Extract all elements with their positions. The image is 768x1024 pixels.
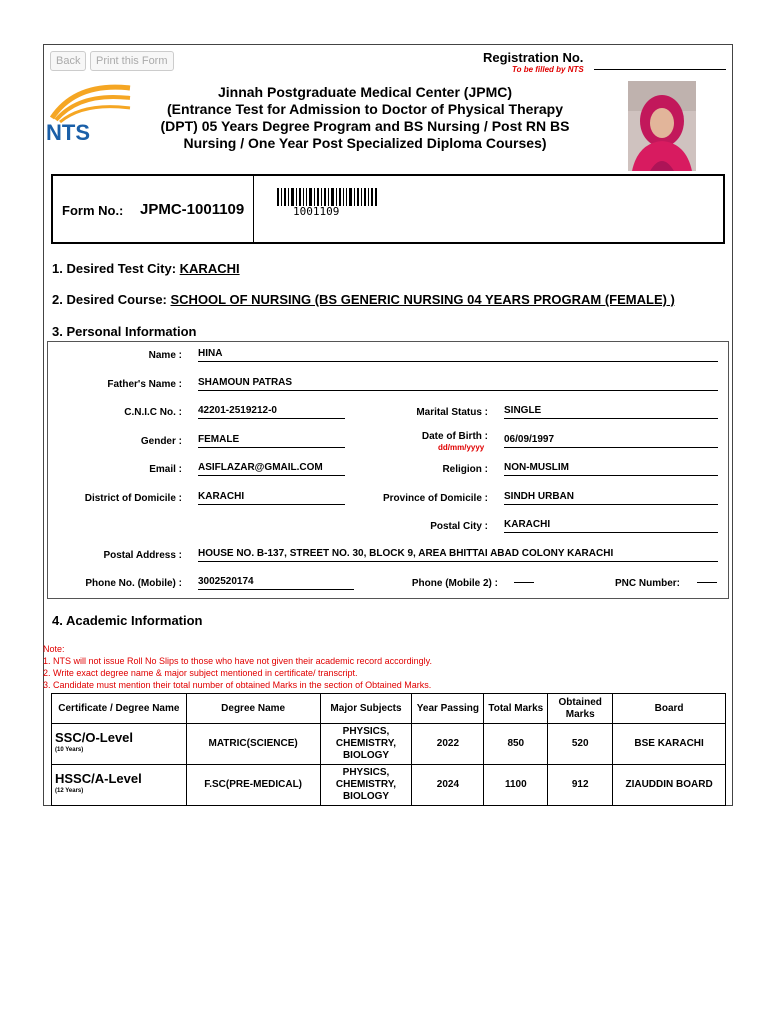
cnic-label: C.N.I.C No. : bbox=[124, 407, 182, 418]
year-passing-cell: 2022 bbox=[412, 724, 484, 765]
form-number-value: JPMC-1001109 bbox=[140, 201, 245, 218]
gender-label: Gender : bbox=[140, 436, 182, 447]
back-button[interactable]: Back bbox=[50, 51, 86, 71]
header-line-3: (DPT) 05 Years Degree Program and BS Nursing / Post RN BS bbox=[160, 118, 570, 134]
province-domicile-value: SINDH URBAN bbox=[504, 491, 718, 505]
form-number-label: Form No.: bbox=[62, 203, 124, 218]
personal-info-title: 3. Personal Information bbox=[52, 324, 197, 339]
name-value: HINA bbox=[198, 348, 718, 362]
phone-mobile2-value: —— bbox=[514, 577, 534, 588]
marital-status-label: Marital Status : bbox=[416, 407, 488, 418]
major-subjects-cell: PHYSICS, CHEMISTRY, BIOLOGY bbox=[320, 765, 412, 806]
gender-value: FEMALE bbox=[198, 434, 345, 448]
degree-name-cell: MATRIC(SCIENCE) bbox=[186, 724, 320, 765]
certificate-years: (12 Years) bbox=[55, 788, 84, 794]
table-row bbox=[52, 724, 726, 765]
degree-name-cell: F.SC(PRE-MEDICAL) bbox=[186, 765, 320, 806]
print-form-button[interactable]: Print this Form bbox=[90, 51, 174, 71]
academic-notes bbox=[43, 643, 432, 691]
major-subjects-cell: PHYSICS, CHEMISTRY, BIOLOGY bbox=[320, 724, 412, 765]
column-header: Total Marks bbox=[484, 694, 548, 724]
total-marks-cell: 850 bbox=[484, 724, 548, 765]
logo-text: NTS bbox=[46, 120, 90, 145]
pnc-number-value: —— bbox=[697, 577, 717, 588]
obtained-marks-cell: 912 bbox=[548, 765, 613, 806]
postal-city-label: Postal City : bbox=[430, 521, 488, 532]
email-label: Email : bbox=[149, 464, 182, 475]
barcode-number: 1001109 bbox=[293, 205, 340, 218]
obtained-marks-cell: 520 bbox=[548, 724, 613, 765]
certificate-years: (10 Years) bbox=[55, 747, 84, 753]
board-cell: ZIAUDDIN BOARD bbox=[613, 765, 726, 806]
academic-table bbox=[51, 693, 726, 806]
certificate-cell bbox=[52, 765, 187, 806]
pnc-number-label: PNC Number: bbox=[614, 578, 680, 589]
academic-info-title: 4. Academic Information bbox=[52, 613, 203, 628]
board-cell: BSE KARACHI bbox=[613, 724, 726, 765]
certificate-name: SSC/O-Level bbox=[55, 730, 134, 745]
form-number-box bbox=[51, 174, 725, 244]
table-header-row bbox=[52, 694, 726, 724]
column-header: Major Subjects bbox=[320, 694, 412, 724]
year-passing-cell: 2024 bbox=[412, 765, 484, 806]
desired-course bbox=[52, 292, 675, 307]
header-line-4: Nursing / One Year Post Specialized Diploma Courses) bbox=[183, 135, 547, 151]
header-line-1: Jinnah Postgraduate Medical Center (JPMC) bbox=[217, 84, 513, 100]
note-heading: Note: bbox=[43, 644, 65, 654]
cnic-value: 42201-2519212-0 bbox=[198, 405, 345, 419]
district-domicile-label: District of Domicile : bbox=[84, 493, 182, 504]
column-header: Board bbox=[613, 694, 726, 724]
column-header: Degree Name bbox=[186, 694, 320, 724]
header-title bbox=[140, 84, 590, 152]
district-domicile-value: KARACHI bbox=[198, 491, 345, 505]
religion-value: NON-MUSLIM bbox=[504, 462, 718, 476]
dob-value: 06/09/1997 bbox=[504, 434, 718, 448]
barcode-icon bbox=[277, 188, 377, 206]
certificate-name: HSSC/A-Level bbox=[55, 771, 142, 786]
dob-format-hint: dd/mm/yyyy bbox=[438, 443, 485, 452]
province-domicile-label: Province of Domicile : bbox=[382, 493, 488, 504]
name-label: Name : bbox=[148, 350, 182, 361]
note-item: 2. Write exact degree name & major subject mentioned in certificate/ transcript. bbox=[43, 668, 358, 678]
note-item: 1. NTS will not issue Roll No Slips to those who have not given their academic record accordingly. bbox=[43, 656, 433, 666]
note-item: 3. Candidate must mention their total number of obtained Marks in the section of Obtained Marks. bbox=[43, 680, 432, 690]
phone-mobile-value: 3002520174 bbox=[198, 576, 354, 590]
phone-mobile2-label: Phone (Mobile 2) : bbox=[411, 578, 498, 589]
marital-status-value: SINGLE bbox=[504, 405, 718, 419]
desired-course-label: 2. Desired Course: bbox=[52, 292, 167, 307]
religion-label: Religion : bbox=[442, 464, 488, 475]
column-header: Obtained Marks bbox=[548, 694, 613, 724]
postal-city-value: KARACHI bbox=[504, 519, 718, 533]
desired-test-city-value: KARACHI bbox=[179, 261, 240, 276]
registration-note: To be filled by NTS bbox=[512, 65, 584, 74]
father-name-label: Father's Name : bbox=[107, 379, 182, 390]
dob-label: Date of Birth : bbox=[421, 431, 488, 442]
desired-test-city bbox=[52, 261, 240, 276]
form-box-divider bbox=[253, 176, 254, 242]
phone-mobile-label: Phone No. (Mobile) : bbox=[85, 578, 182, 589]
column-header: Certificate / Degree Name bbox=[52, 694, 187, 724]
registration-label: Registration No. bbox=[483, 50, 584, 65]
desired-course-value: SCHOOL OF NURSING (BS GENERIC NURSING 04 YEARS PROGRAM (FEMALE) ) bbox=[170, 292, 675, 307]
nts-logo bbox=[46, 80, 132, 146]
father-name-value: SHAMOUN PATRAS bbox=[198, 377, 718, 391]
total-marks-cell: 1100 bbox=[484, 765, 548, 806]
postal-address-label: Postal Address : bbox=[103, 550, 182, 561]
applicant-photo bbox=[628, 81, 696, 171]
email-value: ASIFLAZAR@GMAIL.COM bbox=[198, 462, 345, 476]
desired-test-city-label: 1. Desired Test City: bbox=[52, 261, 177, 276]
certificate-cell bbox=[52, 724, 187, 765]
column-header: Year Passing bbox=[412, 694, 484, 724]
table-row bbox=[52, 765, 726, 806]
postal-address-value: HOUSE NO. B-137, STREET NO. 30, BLOCK 9, AREA BHITTAI ABAD COLONY KARACHI bbox=[198, 548, 718, 562]
registration-line bbox=[594, 69, 726, 70]
header-line-2: (Entrance Test for Admission to Doctor of Physical Therapy bbox=[167, 101, 563, 117]
